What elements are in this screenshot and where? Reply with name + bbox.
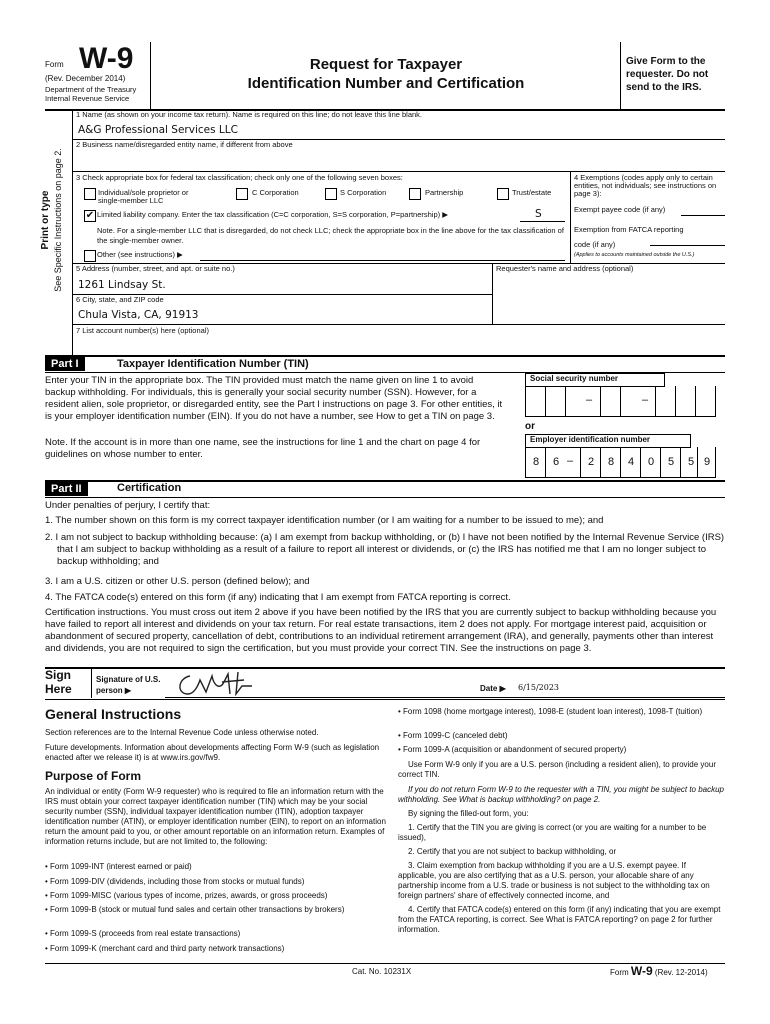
line5-address-field[interactable]: 1261 Lindsay St. xyxy=(78,279,166,291)
opt-llc-label: Limited liability company. Enter the tax classification (C=C corporation, S=S corporation, P=partnership) ▶ xyxy=(97,210,448,219)
bullet-1099-int: • Form 1099-INT (interest earned or paid) xyxy=(45,862,192,871)
ein-digit: 2 xyxy=(580,447,601,477)
certify-4: 4. Certify that FATCA code(s) entered on this form (if any) indicating that you are exempt from the FATCA reporting, is correct. See What is FATCA reporting? on page 2 for further information. xyxy=(398,905,721,934)
fatca-code-field[interactable] xyxy=(650,245,725,246)
part2-title: Certification xyxy=(117,482,182,494)
form-title-line2: Identification Number and Certification xyxy=(247,75,525,92)
requester-label: Requester's name and address (optional) xyxy=(496,264,634,273)
opt-ccorp-label: C Corporation xyxy=(252,188,299,197)
line6-city-field[interactable]: Chula Vista, CA, 91913 xyxy=(78,309,199,321)
certify-2: 2. Certify that you are not subject to backup withholding, or xyxy=(408,847,617,856)
purpose-title: Purpose of Form xyxy=(45,769,142,783)
checkbox-trust[interactable] xyxy=(497,188,509,200)
by-signing: By signing the filled-out form, you: xyxy=(408,809,529,818)
form-revision: (Rev. December 2014) xyxy=(45,74,126,83)
line2-label: 2 Business name/disregarded entity name, if different from above xyxy=(76,140,293,149)
sign-here-label: Sign Here xyxy=(45,668,72,696)
general-instructions-title: General Instructions xyxy=(45,706,182,722)
part2-label: Part II xyxy=(45,482,88,496)
cert-instructions: Certification instructions. You must cross out item 2 above if you have been notified by the IRS that you are currently subject to backup withholding because you have failed to report all interest and dividends on your tax return. For real estate transactions, item 2 does not apply. For mortgage interest paid, acquisition or abandonment of secured property, cancellation of debt, contributions to an individual retirement arrangement (IRA), and generally, payments other than interest and dividends, you are not required to sign the certification, but you must provide your correct TIN. See the instructions on page 3. xyxy=(45,607,717,654)
form-dept: Department of the Treasury xyxy=(45,85,137,94)
or-label: or xyxy=(525,421,535,432)
opt-individual-label: Individual/sole proprietor or single-member LLC xyxy=(98,188,189,205)
line5-label: 5 Address (number, street, and apt. or suite no.) xyxy=(76,264,235,273)
date-label: Date ▶ xyxy=(480,684,506,693)
checkbox-s-corp[interactable] xyxy=(325,188,337,200)
bullet-1099-c: • Form 1099-C (canceled debt) xyxy=(398,731,508,740)
ein-field[interactable] xyxy=(525,447,716,478)
form-word: Form xyxy=(45,60,64,69)
bullet-1099-k: • Form 1099-K (merchant card and third party network transactions) xyxy=(45,944,285,953)
opt-other-label: Other (see instructions) ▶ xyxy=(97,250,183,259)
cert-item-4: 4. The FATCA code(s) entered on this form (if any) indicating that I am exempt from FATCA reporting is correct. xyxy=(45,592,511,603)
see-instructions-label: See Specific Instructions on page 2. xyxy=(53,148,63,292)
ein-digit: 5 xyxy=(660,447,681,477)
form-irs: Internal Revenue Service xyxy=(45,94,130,103)
ein-digit: 4 xyxy=(620,447,641,477)
use-form-text: Use Form W-9 only if you are a U.S. person (including a resident alien), to provide your correct TIN. xyxy=(398,760,716,779)
certify-1: 1. Certify that the TIN you are giving is correct (or you are waiting for a number to be issued), xyxy=(398,823,707,842)
bullet-1099-s: • Form 1099-S (proceeds from real estate transactions) xyxy=(45,929,241,938)
checkbox-other[interactable] xyxy=(84,250,96,262)
line1-name-field[interactable]: A&G Professional Services LLC xyxy=(78,124,238,136)
line7-account-field[interactable] xyxy=(78,337,718,353)
bullet-1098: • Form 1098 (home mortgage interest), 1098-E (student loan interest), 1098-T (tuition) xyxy=(398,707,703,716)
ein-label: Employer identification number xyxy=(525,434,691,448)
checkbox-individual[interactable] xyxy=(84,188,96,200)
opt-scorp-label: S Corporation xyxy=(340,188,387,197)
note-llc: Note. For a single-member LLC that is disregarded, do not check LLC; check the appropriate box in the line above for the tax classification of the single-member owner. xyxy=(97,226,564,245)
part1-note: Note. If the account is in more than one name, see the instructions for line 1 and the chart on page 4 for guidelines on whose number to enter. xyxy=(45,437,481,460)
side-label xyxy=(40,110,70,330)
cert-item-3: 3. I am a U.S. citizen or other U.S. person (defined below); and xyxy=(45,576,310,587)
fatca-code-label: Exemption from FATCA reporting code (if any) xyxy=(574,225,684,249)
part1-label: Part I xyxy=(45,357,85,371)
ein-digit: 5 xyxy=(680,447,701,477)
llc-classification-field[interactable]: S xyxy=(535,208,542,220)
part1-text: Enter your TIN in the appropriate box. The TIN provided must match the name given on line 1 to avoid backup withholding. For individuals, this is generally your social security number (SSN). However, for a resident alien, sole proprietor, or disregarded entity, see the Part I instructions on page 3. For other entities, it is your employer identification number (EIN). If you do not have a number, see How to get a TIN on page 3. xyxy=(45,375,503,422)
form-title-line1: Request for Taxpayer xyxy=(309,56,463,73)
ein-digit: 9 xyxy=(697,447,716,477)
opt-partnership-label: Partnership xyxy=(425,188,464,197)
footer-form-word: Form xyxy=(610,968,629,977)
part2-intro: Under penalties of perjury, I certify that: xyxy=(45,500,211,511)
bullet-1099-misc: • Form 1099-MISC (various types of income, prizes, awards, or gross proceeds) xyxy=(45,891,328,900)
check-icon: ✔ xyxy=(85,210,95,221)
signature-scribble-icon xyxy=(172,668,292,698)
signature-label: Signature of U.S. person ▶ xyxy=(96,675,161,695)
cat-number: Cat. No. 10231X xyxy=(352,967,412,976)
ein-digit: 8 xyxy=(600,447,621,477)
line4-label: 4 Exemptions (codes apply only to certain entities, not individuals; see instructions on page 3): xyxy=(574,173,717,198)
ssn-field[interactable] xyxy=(525,386,716,417)
line6-label: 6 City, state, and ZIP code xyxy=(76,295,164,304)
footer-form-number: W-9 xyxy=(630,964,653,978)
ein-dash: – xyxy=(567,455,574,467)
bullet-1099-a: • Form 1099-A (acquisition or abandonment of secured property) xyxy=(398,745,627,754)
form-number: W-9 xyxy=(79,42,134,75)
form-header xyxy=(45,42,725,110)
bullet-1099-div: • Form 1099-DIV (dividends, including those from stocks or mutual funds) xyxy=(45,877,305,886)
date-field[interactable]: 6/15/2023 xyxy=(518,683,560,692)
purpose-text: An individual or entity (Form W-9 requester) who is required to file an information return with the IRS must obtain your correct taxpayer identification number (TIN) which may be your social security number (SSN), individual taxpayer identification number (ITIN), adoption taxpayer identification number (ATIN), or employer identification number (EIN), to report on an information return the amount paid to you, or other amount reportable on an information return. Examples of information returns include, but are not limited to, the following: xyxy=(45,787,386,846)
ein-digit: 8 xyxy=(525,447,546,477)
fatca-note: (Applies to accounts maintained outside the U.S.) xyxy=(574,252,695,258)
cert-item-1: 1. The number shown on this form is my correct taxpayer identification number (or I am waiting for a number to be issued to me); and xyxy=(45,515,604,526)
line2-business-field[interactable] xyxy=(78,152,718,170)
bullet-1099-b: • Form 1099-B (stock or mutual fund sales and certain other transactions by brokers) xyxy=(45,905,345,914)
part1-title: Taxpayer Identification Number (TIN) xyxy=(117,358,309,370)
give-form-notice: Give Form to the requester. Do not send to the IRS. xyxy=(626,56,709,93)
exempt-payee-field[interactable] xyxy=(681,215,725,216)
opt-trust-label: Trust/estate xyxy=(512,188,552,197)
ssn-label: Social security number xyxy=(525,373,665,387)
footer-rev: (Rev. 12-2014) xyxy=(654,968,708,977)
signature-field[interactable] xyxy=(168,668,468,698)
ssn-dash-1: – xyxy=(586,394,593,406)
line1-label: 1 Name (as shown on your income tax return). Name is required on this line; do not leave this line blank. xyxy=(76,110,423,119)
ssn-dash-2: – xyxy=(642,394,649,406)
checkbox-partnership[interactable] xyxy=(409,188,421,200)
backup-note: If you do not return Form W-9 to the requester with a TIN, you might be subject to backup withholding. See What is backup withholding? on page 2. xyxy=(398,785,725,804)
footer-form xyxy=(610,964,708,978)
cert-item-2: 2. I am not subject to backup withholding because: (a) I am exempt from backup withholding, or (b) I have not been notified by the Internal Revenue Service (IRS) that I am subject to backup withholding as a result of a failure to report all interest or dividends, or (c) the IRS has notified me that I am no longer subject to backup withholding; and xyxy=(45,532,725,567)
print-or-type-label: Print or type xyxy=(40,190,51,250)
exempt-payee-label: Exempt payee code (if any) xyxy=(574,205,666,214)
checkbox-llc[interactable] xyxy=(84,210,96,222)
line3-label: 3 Check appropriate box for federal tax classification; check only one of the following seven boxes: xyxy=(76,173,403,182)
line7-label: 7 List account number(s) here (optional) xyxy=(76,326,209,335)
certify-3: 3. Claim exemption from backup withholding if you are a U.S. exempt payee. If applicable, you are also certifying that as a U.S. person, your allocable share of any partnership income from a U.S. trade or business is not subject to the withholding tax on foreign partners' share of effectively connected income, and xyxy=(398,861,710,900)
general-p1: Section references are to the Internal Revenue Code unless otherwise noted. xyxy=(45,728,319,737)
ein-digit: 6 xyxy=(545,447,566,477)
ein-digit: 0 xyxy=(640,447,661,477)
checkbox-c-corp[interactable] xyxy=(236,188,248,200)
general-p2: Future developments. Information about developments affecting Form W-9 (such as legislation enacted after we release it) is at www.irs.gov/fw9. xyxy=(45,743,380,762)
